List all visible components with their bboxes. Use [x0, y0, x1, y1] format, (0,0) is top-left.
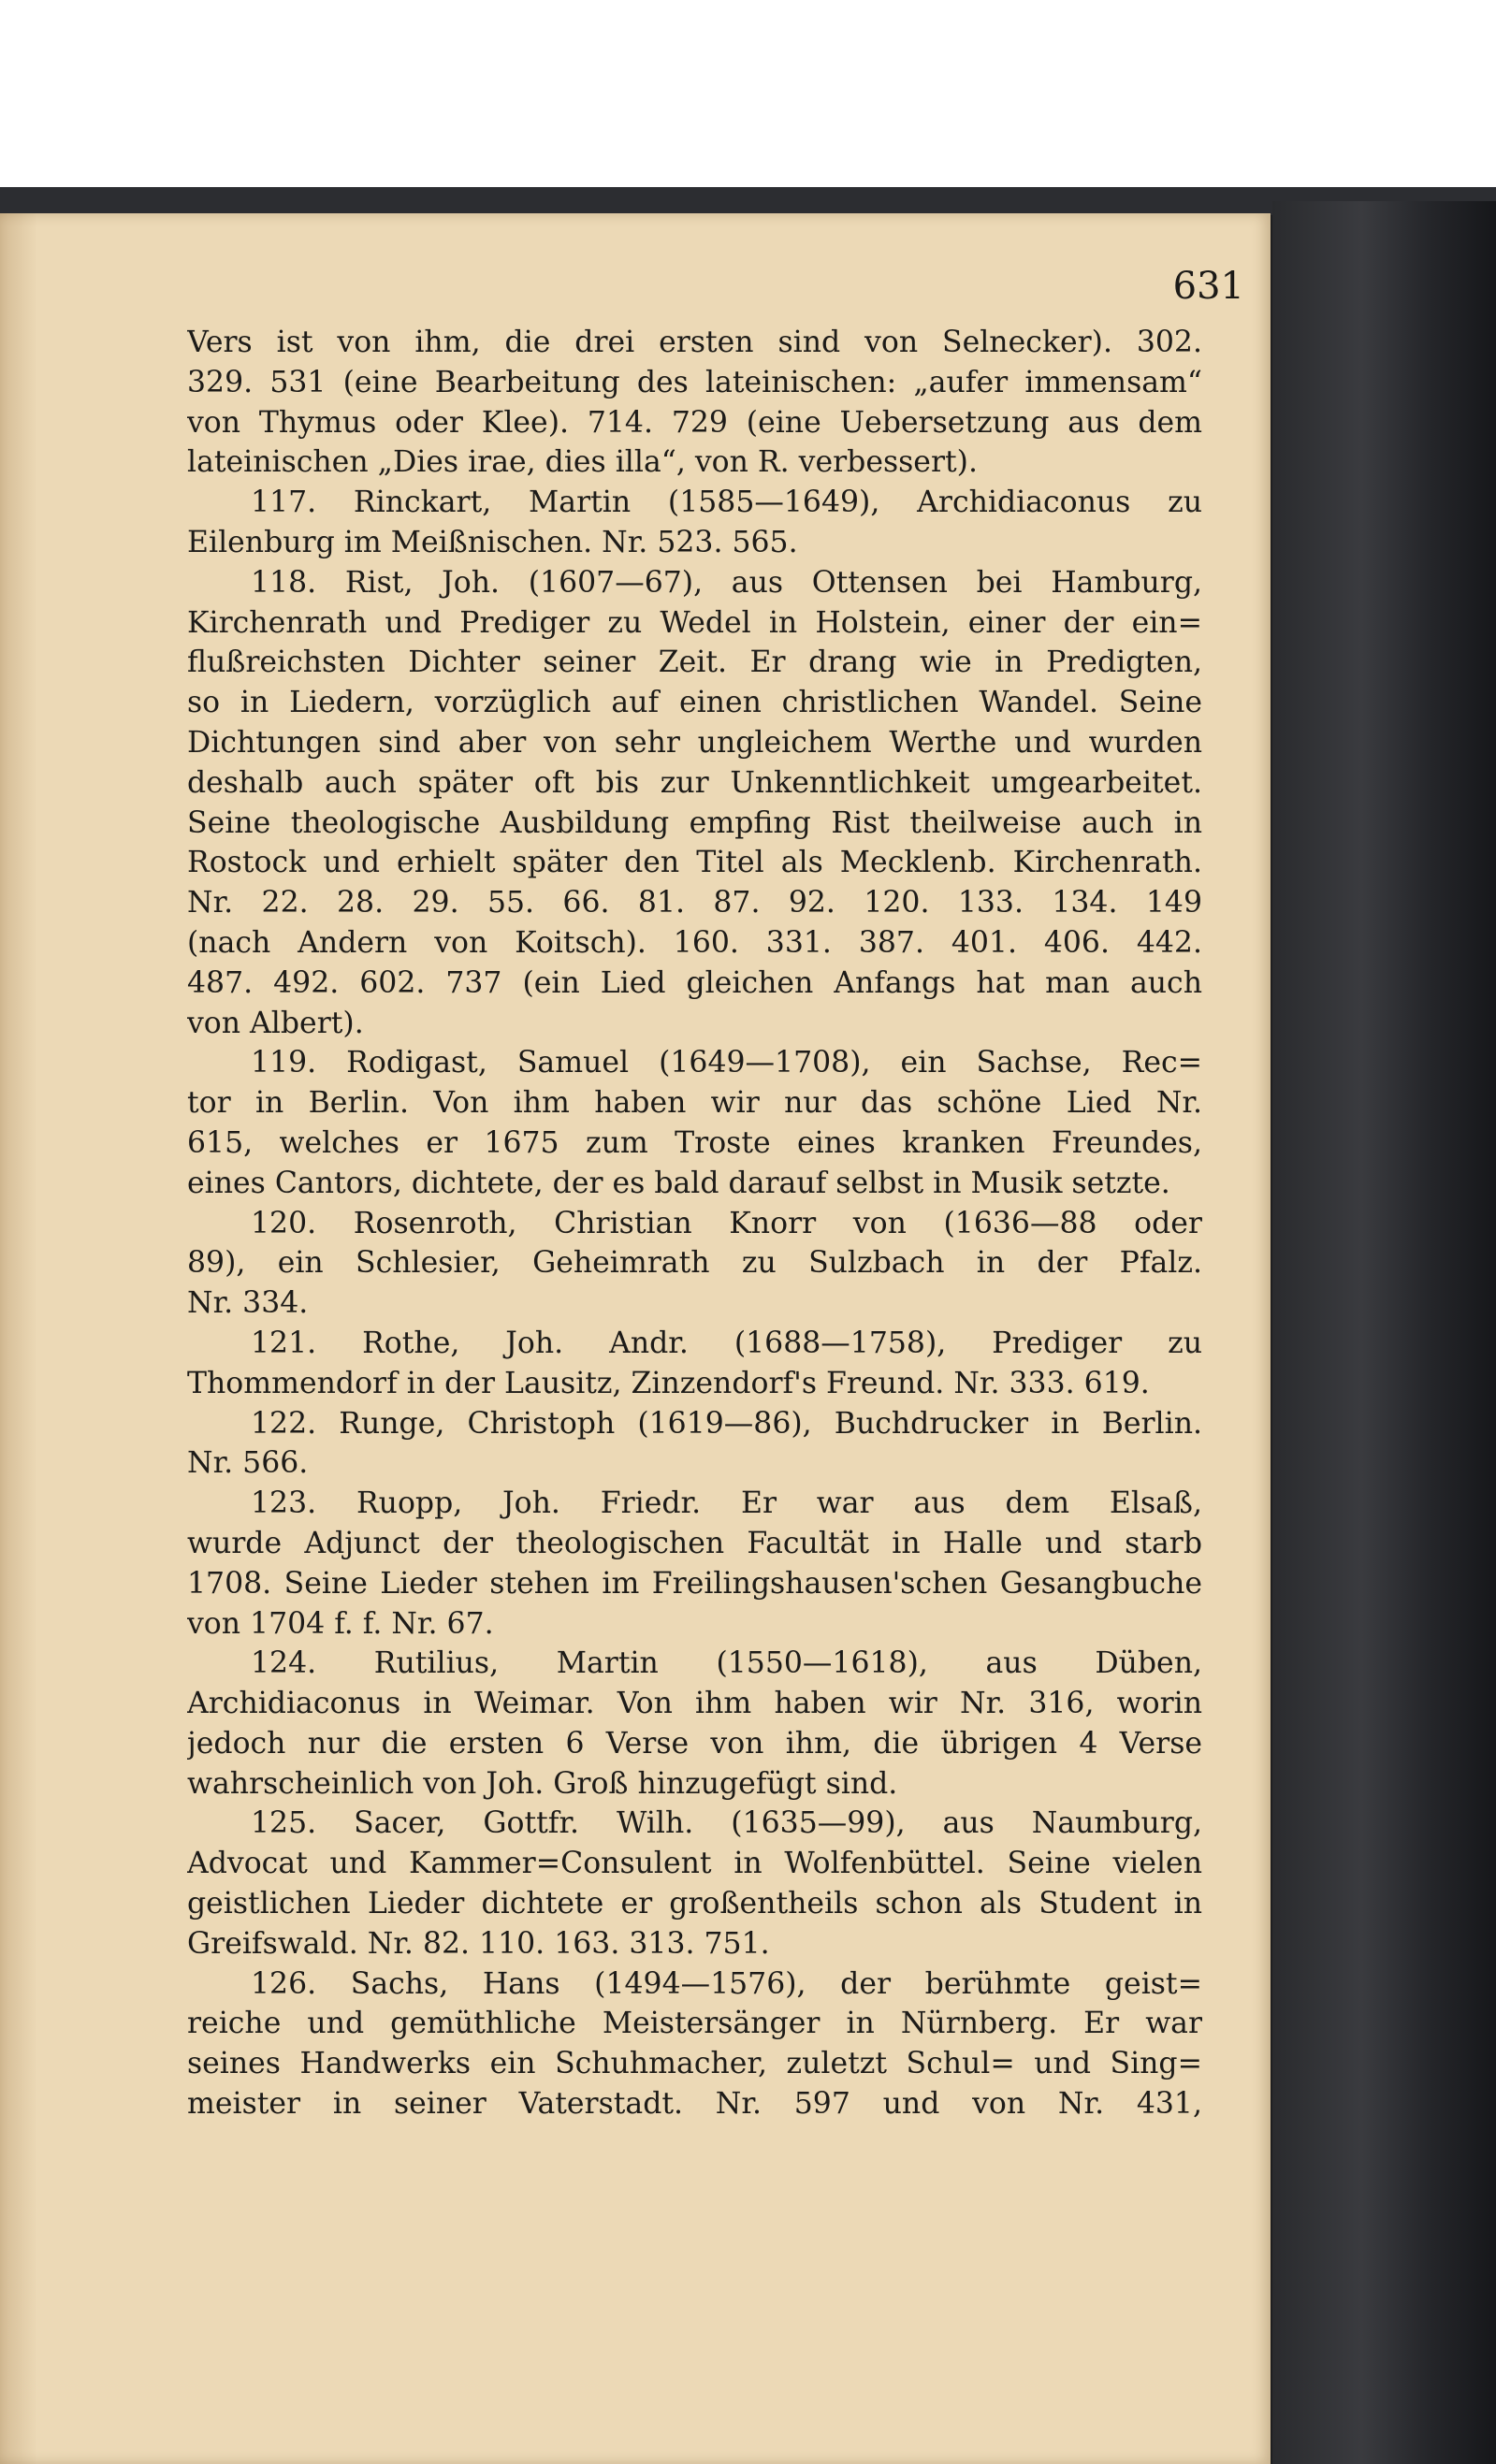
text-line: geistlichen Lieder dichtete er großentheils schon als Student in [187, 1887, 1202, 1921]
text-line: Dichtungen sind aber von sehr ungleichem Werthe und wurden [187, 725, 1202, 760]
text-line: 117. Rinckart, Martin (1585—1649), Archidiaconus zu [251, 486, 1202, 520]
text-line: lateinischen „Dies irae, dies illa“, von R. verbessert). [187, 445, 978, 480]
text-line: 487. 492. 602. 737 (ein Lied gleichen Anfangs hat man auch [187, 965, 1202, 1000]
text-line: Seine theologische Ausbildung empfing Rist theilweise auch in [187, 805, 1202, 840]
text-line: eines Cantors, dichtete, der es bald darauf selbst in Musik setzte. [187, 1166, 1170, 1200]
text-line: 123. Ruopp, Joh. Friedr. Er war aus dem Elsaß, [251, 1486, 1202, 1521]
text-line: 119. Rodigast, Samuel (1649—1708), ein Sachse, Rec= [251, 1046, 1202, 1080]
text-line: jedoch nur die ersten 6 Verse von ihm, die übrigen 4 Verse [187, 1726, 1202, 1761]
text-line: 120. Rosenroth, Christian Knorr von (1636—88 oder [251, 1206, 1202, 1240]
text-line: von Albert). [187, 1006, 364, 1040]
text-line: 126. Sachs, Hans (1494—1576), der berühmte geist= [251, 1966, 1202, 2001]
text-line: reiche und gemüthliche Meistersänger in Nürnberg. Er war [187, 2007, 1202, 2041]
body-text [187, 323, 1202, 2124]
text-line: 121. Rothe, Joh. Andr. (1688—1758), Prediger zu [251, 1326, 1202, 1360]
text-line: 89), ein Schlesier, Geheimrath zu Sulzbach in der Pfalz. [187, 1246, 1202, 1281]
text-line: Greifswald. Nr. 82. 110. 163. 313. 751. [187, 1926, 770, 1961]
text-line: 1708. Seine Lieder stehen im Freilingshausen'schen Gesangbuche [187, 1566, 1202, 1601]
text-line: (nach Andern von Koitsch). 160. 331. 387. 401. 406. 442. [187, 925, 1202, 960]
page-gutter-shadow [0, 213, 37, 2464]
text-line: 124. Rutilius, Martin (1550—1618), aus Düben, [251, 1646, 1202, 1681]
text-line: meister in seiner Vaterstadt. Nr. 597 und von Nr. 431, [187, 2087, 1202, 2122]
text-line: wahrscheinlich von Joh. Groß hinzugefügt sind. [187, 1766, 898, 1801]
text-line: Nr. 22. 28. 29. 55. 66. 81. 87. 92. 120. 133. 134. 149 [187, 886, 1202, 920]
text-line: von Thymus oder Klee). 714. 729 (eine Uebersetzung aus dem [187, 405, 1202, 440]
text-line: Advocat und Kammer=Consulent in Wolfenbüttel. Seine vielen [187, 1847, 1202, 1881]
text-line: Archidiaconus in Weimar. Von ihm haben wir Nr. 316, worin [187, 1687, 1202, 1721]
text-line: 329. 531 (eine Bearbeitung des lateinischen: „aufer immensam“ [187, 365, 1202, 399]
text-line: Nr. 566. [187, 1446, 309, 1481]
text-line: flußreichsten Dichter seiner Zeit. Er drang wie in Predigten, [187, 645, 1202, 680]
text-line: so in Liedern, vorzüglich auf einen christlichen Wandel. Seine [187, 686, 1202, 720]
text-line: Nr. 334. [187, 1286, 309, 1321]
text-line: Vers ist von ihm, die drei ersten sind von Selnecker). 302. [187, 326, 1202, 359]
text-line: 615, welches er 1675 zum Troste eines kranken Freundes, [187, 1125, 1202, 1160]
text-line: seines Handwerks ein Schuhmacher, zuletzt Schul= und Sing= [187, 2047, 1202, 2081]
text-line: tor in Berlin. Von ihm haben wir nur das schöne Lied Nr. [187, 1086, 1202, 1121]
text-line: 122. Runge, Christoph (1619—86), Buchdrucker in Berlin. [251, 1406, 1202, 1441]
text-line: wurde Adjunct der theologischen Facultät in Halle und starb [187, 1526, 1202, 1560]
text-line: 125. Sacer, Gottfr. Wilh. (1635—99), aus Naumburg, [251, 1806, 1202, 1841]
book-cover-side-edge [1272, 201, 1496, 2464]
page-number: 631 [1172, 265, 1244, 308]
text-line: Rostock und erhielt später den Titel als Mecklenb. Kirchenrath. [187, 846, 1202, 880]
text-line: deshalb auch später oft bis zur Unkenntlichkeit umgearbeitet. [187, 765, 1202, 800]
text-line: Eilenburg im Meißnischen. Nr. 523. 565. [187, 525, 798, 559]
text-line: von 1704 f. f. Nr. 67. [187, 1606, 494, 1641]
text-line: Kirchenrath und Prediger zu Wedel in Holstein, einer der ein= [187, 605, 1202, 640]
text-line: Thommendorf in der Lausitz, Zinzendorf's Freund. Nr. 333. 619. [187, 1366, 1150, 1400]
text-line: 118. Rist, Joh. (1607—67), aus Ottensen bei Hamburg, [251, 565, 1202, 600]
